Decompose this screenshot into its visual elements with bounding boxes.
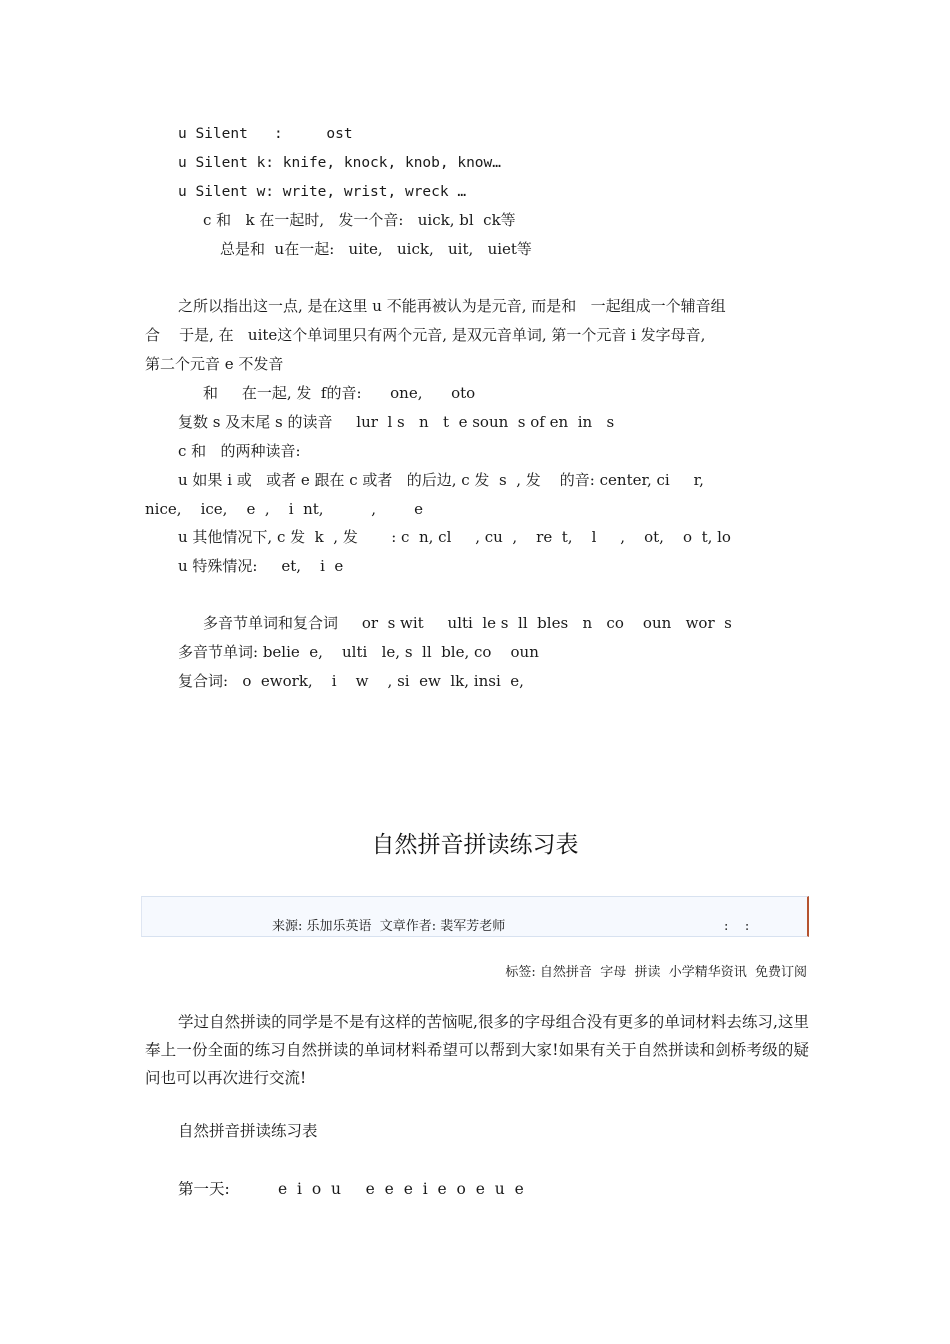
rule-line: nice, ice, e , i nt, , e	[145, 500, 424, 518]
multisyllable-line: 多音节单词和复合词 or s wit ulti le s ll bles n co oun wor s	[203, 614, 732, 632]
multisyllable-line: 复合词: o ework, i w , si ew lk, insi e,	[178, 672, 524, 690]
silent-letter-line: c 和 k 在一起时, 发一个音: uick, bl ck等	[203, 211, 516, 229]
explanation-line: 第二个元音 e 不发音	[145, 355, 284, 373]
day1-content: e i o u e e e i e o e u e	[278, 1180, 524, 1198]
silent-letter-line: u Silent : ost	[178, 126, 353, 142]
explanation-line: 合 于是, 在 uite这个单词里只有两个元音, 是双元音单词, 第一个元音 i 发字母音,	[145, 326, 706, 344]
day1-label: 第一天:	[178, 1180, 230, 1198]
article-intro-text: 学过自然拼读的同学是不是有这样的苦恼呢,很多的字母组合没有更多的单词材料去练习,这里奉上一份全面的练习自然拼读的单词材料希望可以帮到大家!如果有关于自然拼读和剑桥考级的疑问也可以再次进行交流!	[145, 1013, 809, 1087]
rule-line: u 特殊情况: et, i e	[178, 557, 344, 575]
rule-line: c 和 的两种读音:	[178, 442, 301, 460]
source-meta: : :	[724, 919, 750, 934]
silent-letter-line: u Silent w: write, wrist, wreck …	[178, 184, 467, 200]
article-tags: 标签: 自然拼音 字母 拼读 小学精华资讯 免费订阅	[505, 965, 807, 980]
silent-letter-line: 总是和 u在一起: uite, uick, uit, uiet等	[220, 240, 532, 258]
article-intro	[145, 1008, 809, 1092]
multisyllable-line: 多音节单词: belie e, ulti le, s ll ble, co oun	[178, 643, 539, 661]
rule-line: u 如果 i 或 或者 e 跟在 c 或者 的后边, c 发 s , 发 的音: center, ci r,	[178, 471, 704, 489]
rule-line: 复数 s 及末尾 s 的读音 lur l s n t e soun s of en in s	[178, 413, 615, 431]
source-info-box	[141, 896, 809, 937]
source-author: 来源: 乐加乐英语 文章作者: 裴军芳老师	[272, 919, 506, 934]
rule-line: u 其他情况下, c 发 k , 发 : c n, cl , cu , re t, l , ot, o t, lo	[178, 528, 731, 546]
explanation-line: 之所以指出这一点, 是在这里 u 不能再被认为是元音, 而是和 一起组成一个辅音组	[178, 297, 726, 315]
silent-letter-line: u Silent k: knife, knock, knob, know…	[178, 155, 502, 171]
article-title: 自然拼音拼读练习表	[371, 832, 579, 858]
rule-line: 和 在一起, 发 f的音: one, oto	[203, 384, 476, 402]
article-subtitle: 自然拼音拼读练习表	[178, 1122, 318, 1140]
